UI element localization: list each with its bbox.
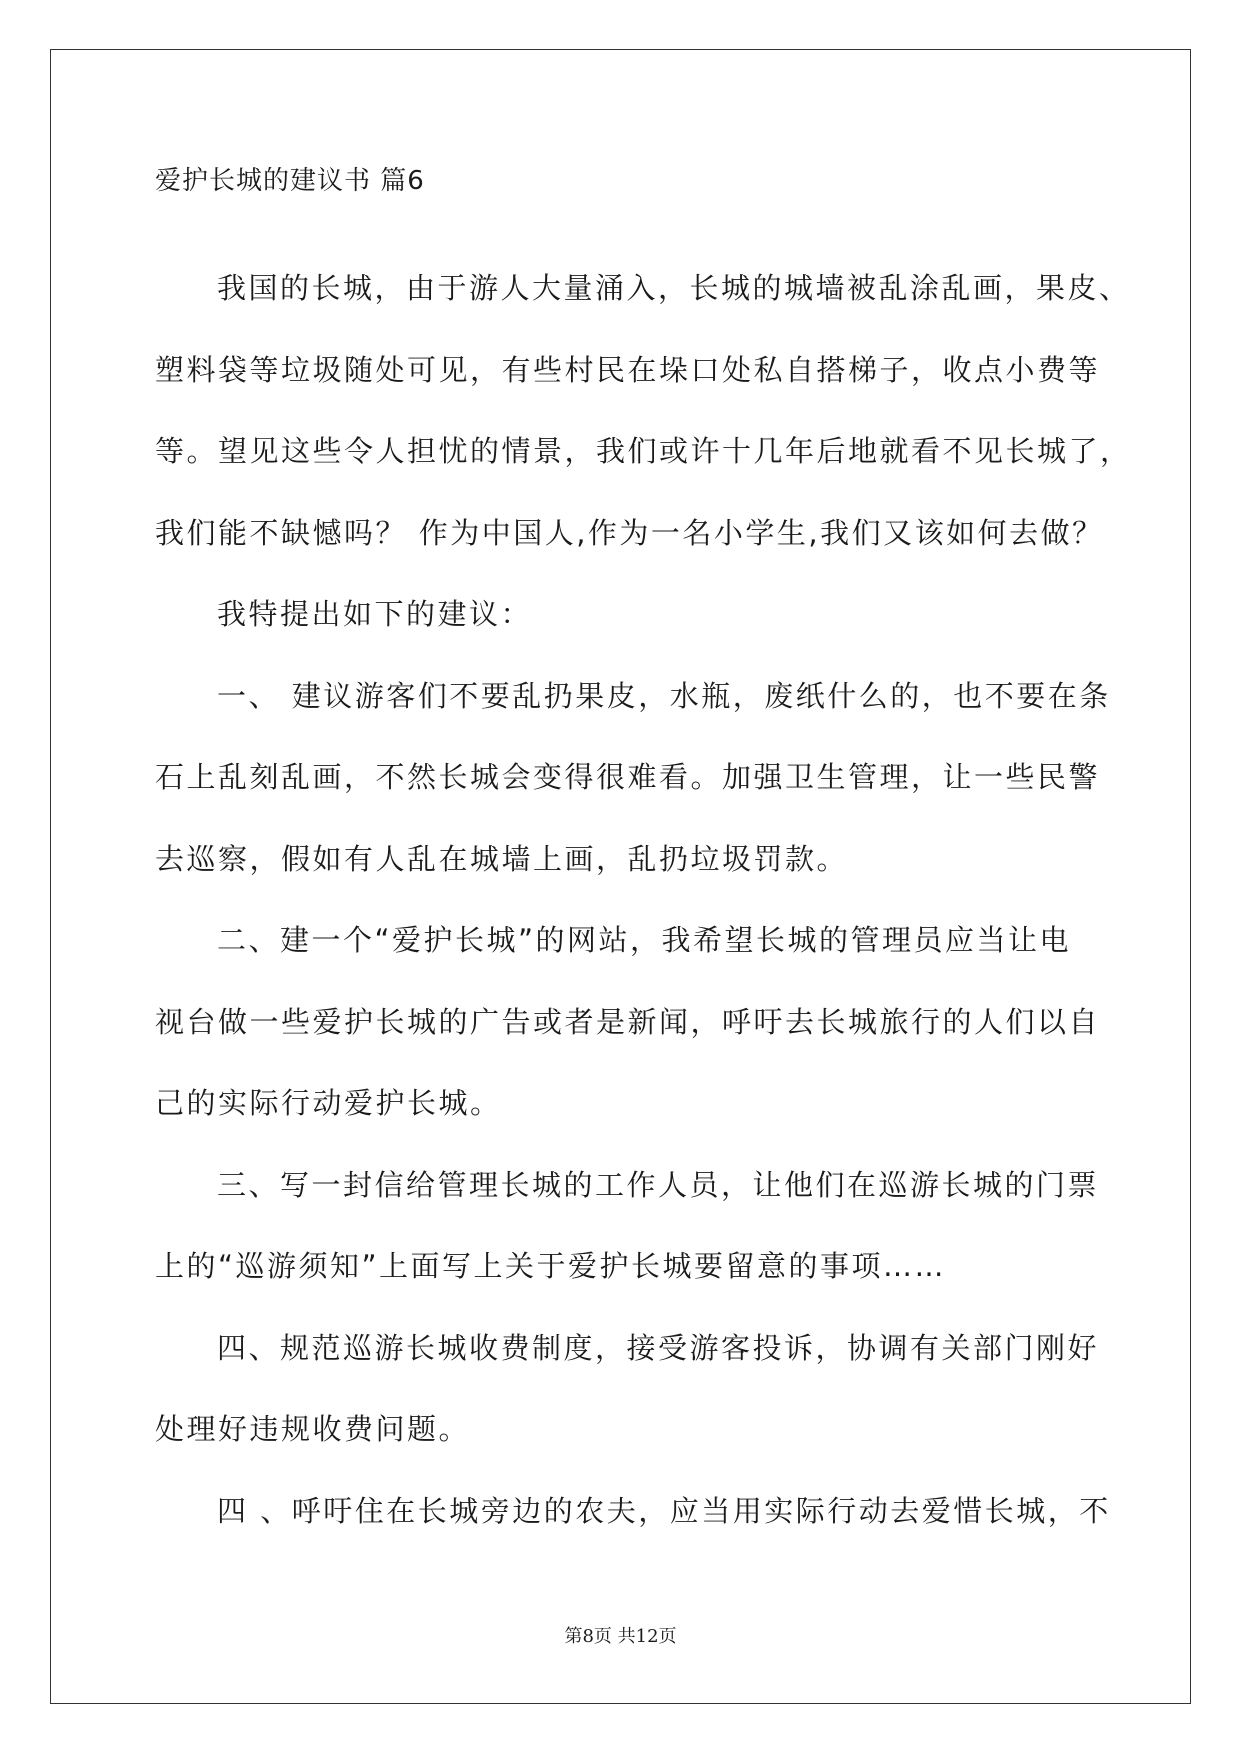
paragraph	[155, 1145, 1115, 1308]
paragraph	[155, 574, 1115, 656]
page-footer: 第8页 共12页	[564, 1626, 677, 1647]
paragraph-line: 四、规范巡游长城收费制度，接受游客投诉，协调有关部门刚好	[217, 1330, 1100, 1365]
paragraph-line: 我国的长城，由于游人大量涌入，长城的城墙被乱涂乱画，果皮、	[217, 271, 1131, 305]
paragraph-line: 己的实际行动爱护长城。	[155, 1086, 502, 1120]
paragraph	[155, 248, 1132, 574]
paragraph	[155, 1471, 1115, 1553]
paragraph-line: 二、建一个“爱护长城”的网站，我希望长城的管理员应当让电	[217, 923, 1072, 957]
paragraph-line: 等。望见这些令人担忧的情景，我们或许十几年后地就看不见长城了，	[155, 434, 1132, 468]
document-body	[155, 166, 1132, 1552]
paragraph-line: 一、 建议游客们不要乱扔果皮，水瓶，废纸什么的，也不要在条	[217, 678, 1111, 713]
paragraph-line: 我们能不缺憾吗？ 作为中国人,作为一名小学生,我们又该如何去做？	[155, 515, 1104, 550]
paragraph-line: 塑料袋等垃圾随处可见，有些村民在垛口处私自搭梯子，收点小费等	[155, 352, 1101, 387]
paragraph	[155, 656, 1115, 901]
paragraph	[155, 900, 1115, 1145]
document-title: 爱护长城的建议书 篇6	[155, 166, 425, 196]
paragraph-line: 去巡察，假如有人乱在城墙上画，乱扔垃圾罚款。	[155, 841, 849, 876]
paragraph-line: 四 、呼吁住在长城旁边的农夫，应当用实际行动去爱惜长城，不	[217, 1493, 1111, 1528]
paragraph-line: 上的“巡游须知”上面写上关于爱护长城要留意的事项……	[155, 1249, 947, 1283]
paragraph	[155, 1308, 1115, 1471]
paragraph-list	[155, 248, 1132, 1552]
paragraph-line: 石上乱刻乱画，不然长城会变得很难看。加强卫生管理，让一些民警	[155, 760, 1101, 794]
paragraph-line: 视台做一些爱护长城的广告或者是新闻，呼吁去长城旅行的人们以自	[155, 1004, 1101, 1039]
paragraph-line: 三、写一封信给管理长城的工作人员，让他们在巡游长城的门票	[217, 1167, 1100, 1202]
paragraph-line: 处理好违规收费问题。	[155, 1412, 471, 1446]
paragraph-line: 我特提出如下的建议：	[217, 597, 533, 631]
